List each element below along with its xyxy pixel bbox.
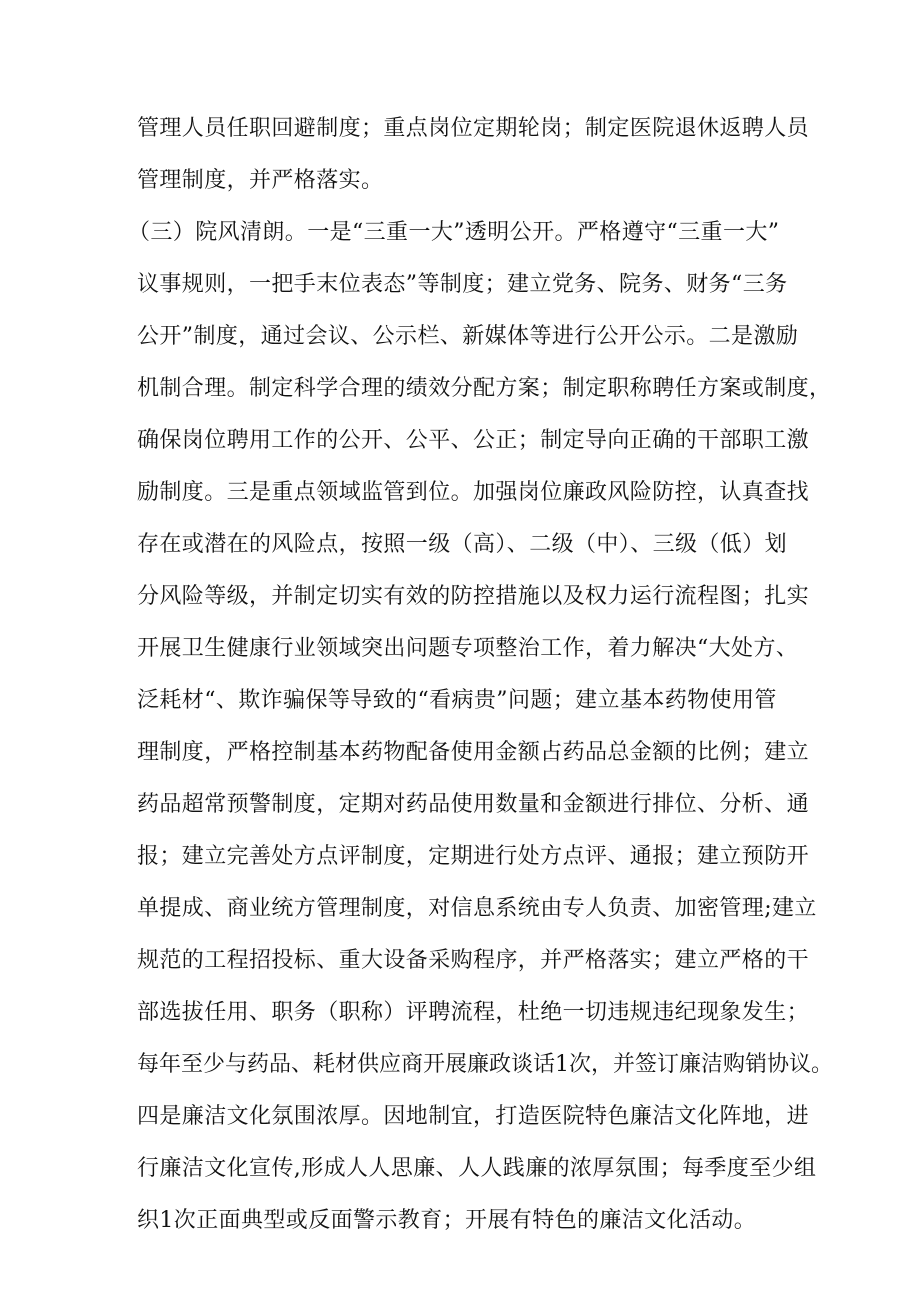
text-line-8: 励制度。三是重点领域监管到位。加强岗位廉政风险防控，认真查找: [137, 480, 810, 505]
text-line-7: 确保岗位聘用工作的公开、公平、公正；制定导向正确的干部职工激: [137, 428, 810, 453]
text-line-21: 行廉洁文化宣传,形成人人思廉、人人践廉的浓厚氛围；每季度至少组: [137, 1156, 817, 1181]
text-line-2: 管理制度，并严格落实。: [137, 168, 384, 193]
text-line-17: 规范的工程招投标、重大设备采购程序，并严格落实；建立严格的干: [137, 948, 810, 973]
text-line-3-section-heading: （三）院风清朗。一是“三重一大”透明公开。严格遵守“三重一大”: [128, 220, 780, 245]
text-line-6: 机制合理。制定科学合理的绩效分配方案；制定职称聘任方案或制度，: [137, 376, 832, 401]
text-line-9: 存在或潜在的风险点，按照一级（高）、二级（中）、三级（低）划: [137, 532, 788, 557]
text-line-11: 开展卫生健康行业领域突出问题专项整治工作，着力解决“大处方、: [137, 636, 799, 661]
text-line-1: 管理人员任职回避制度；重点岗位定期轮岗；制定医院退休返聘人员: [137, 116, 810, 141]
text-line-4: 议事规则，一把手末位表态”等制度；建立党务、院务、财务“三务: [137, 272, 788, 297]
text-line-10: 分风险等级，并制定切实有效的防控措施以及权力运行流程图；扎实: [137, 584, 810, 609]
text-line-19: 每年至少与药品、耗材供应商开展廉政谈话1次，并签订廉洁购销协议。: [137, 1052, 833, 1077]
text-line-5: 公开”制度，通过会议、公示栏、新媒体等进行公开公示。二是激励: [137, 324, 799, 349]
text-line-18: 部选拔任用、职务（职称）评聘流程，杜绝一切违规违纪现象发生；: [137, 1000, 810, 1025]
text-line-20: 四是廉洁文化氛围浓厚。因地制宜，打造医院特色廉洁文化阵地，进: [137, 1104, 810, 1129]
text-line-15: 报；建立完善处方点评制度，定期进行处方点评、通报；建立预防开: [137, 844, 810, 869]
text-line-16: 单提成、商业统方管理制度，对信息系统由专人负责、加密管理;建立: [137, 896, 817, 921]
text-line-22: 织1次正面典型或反面警示教育；开展有特色的廉洁文化活动。: [137, 1208, 757, 1233]
text-line-12: 泛耗材“、欺诈骗保等导致的“看病贵”问题；建立基本药物使用管: [137, 688, 777, 713]
text-line-13: 理制度，严格控制基本药物配备使用金额占药品总金额的比例；建立: [137, 740, 810, 765]
text-line-14: 药品超常预警制度，定期对药品使用数量和金额进行排位、分析、通: [137, 792, 810, 817]
